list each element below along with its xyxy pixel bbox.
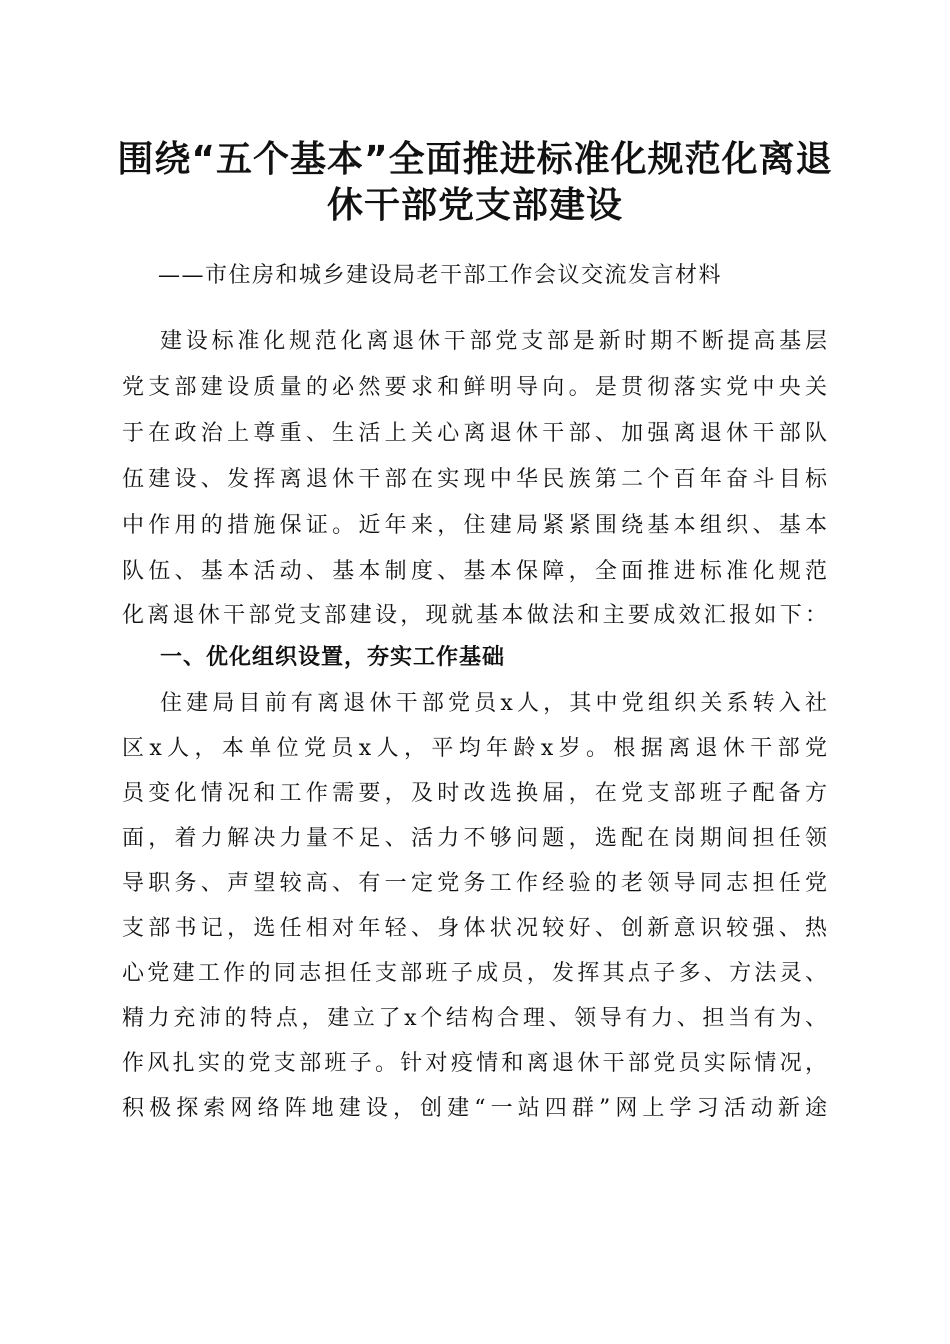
paragraph-1-line: 队伍、基本活动、基本制度、基本保障，全面推进标准化规范 bbox=[122, 559, 828, 584]
paragraph-2-line: 支部书记，选任相对年轻、身体状况较好、创新意识较强、热 bbox=[122, 916, 828, 941]
paragraph-2-line: 积极探索网络阵地建设，创建“一站四群”网上学习活动新途 bbox=[122, 1096, 828, 1121]
paragraph-1-line: 中作用的措施保证。近年来，住建局紧紧围绕基本组织、基本 bbox=[122, 513, 828, 538]
document-subtitle: ——市住房和城乡建设局老干部工作会议交流发言材料 bbox=[158, 263, 723, 288]
paragraph-2-line: 心党建工作的同志担任支部班子成员，发挥其点子多、方法灵、 bbox=[122, 961, 828, 986]
document-title-line-1: 围绕“五个基本”全面推进标准化规范化离退 bbox=[117, 139, 833, 180]
document-title-line-2: 休干部党支部建设 bbox=[326, 185, 623, 226]
paragraph-1-line: 化离退休干部党支部建设，现就基本做法和主要成效汇报如下： bbox=[122, 603, 828, 628]
paragraph-1-line: 党支部建设质量的必然要求和鲜明导向。是贯彻落实党中央关 bbox=[122, 375, 828, 400]
paragraph-2-line: 区x人，本单位党员x人，平均年龄x岁。根据离退休干部党 bbox=[122, 736, 828, 761]
paragraph-2-line: 作风扎实的党支部班子。针对疫情和离退休干部党员实际情况， bbox=[122, 1051, 828, 1076]
paragraph-1-line: 建设标准化规范化离退休干部党支部是新时期不断提高基层 bbox=[160, 329, 828, 354]
paragraph-1-line: 伍建设、发挥离退休干部在实现中华民族第二个百年奋斗目标 bbox=[122, 467, 828, 492]
paragraph-2-line: 精力充沛的特点，建立了x个结构合理、领导有力、担当有为、 bbox=[122, 1006, 828, 1031]
paragraph-2-line: 面，着力解决力量不足、活力不够问题，选配在岗期间担任领 bbox=[122, 826, 828, 851]
paragraph-2-line: 员变化情况和工作需要，及时改选换届，在党支部班子配备方 bbox=[122, 781, 828, 806]
paragraph-1-line: 于在政治上尊重、生活上关心离退休干部、加强离退休干部队 bbox=[122, 421, 828, 446]
section-1-heading: 一、优化组织设置，夯实工作基础 bbox=[160, 645, 506, 670]
paragraph-2-line: 导职务、声望较高、有一定党务工作经验的老领导同志担任党 bbox=[122, 871, 828, 896]
paragraph-2-line: 住建局目前有离退休干部党员x人，其中党组织关系转入社 bbox=[160, 691, 828, 716]
